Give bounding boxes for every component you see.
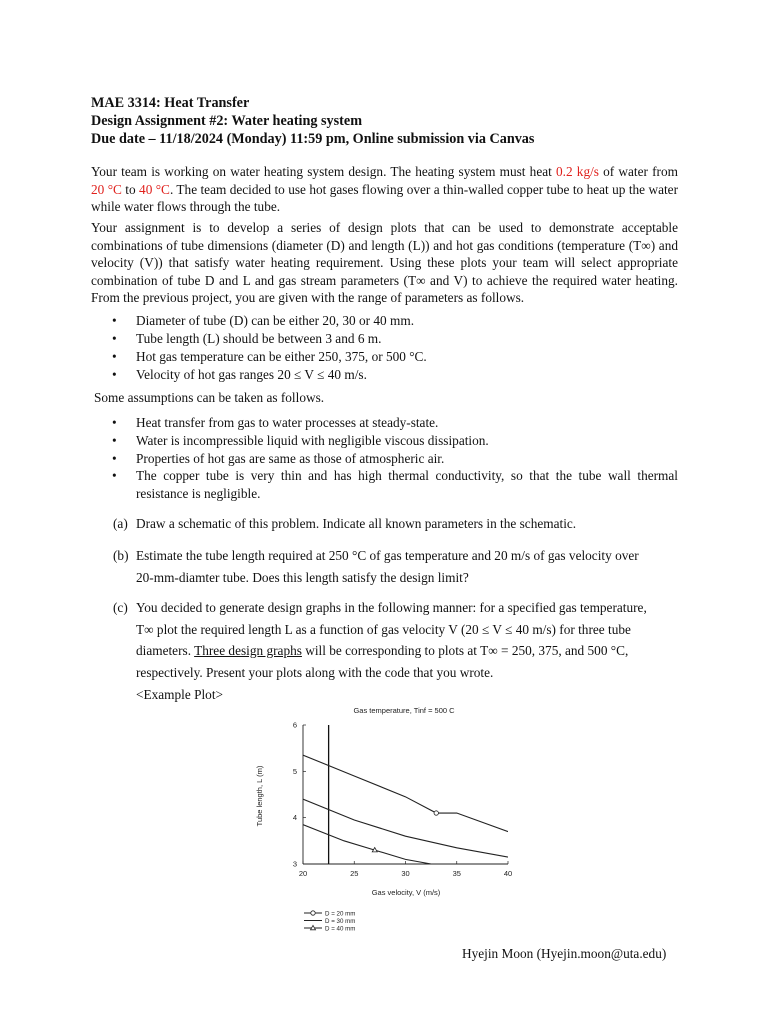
x-tick-label: 35	[452, 869, 461, 878]
due-date: Due date – 11/18/2024 (Monday) 11:59 pm, Online submission via Canvas	[91, 131, 535, 147]
series-group	[303, 755, 508, 831]
bullet-icon: •	[112, 367, 117, 382]
x-axis-label: Gas velocity, V (m/s)	[371, 888, 441, 897]
bullet-icon: •	[112, 349, 117, 364]
series-line	[303, 755, 508, 831]
bullet-icon: •	[112, 331, 117, 346]
x-tick-label: 25	[350, 869, 359, 878]
bullet-icon: •	[112, 415, 117, 430]
y-tick-label: 4	[292, 813, 297, 823]
example-design-plot	[240, 700, 540, 940]
document-page: MAE 3314: Heat Transfer Design Assignment #2: Water heating system Due date – 11/18/2024 (Monday) 11:59 pm, Online submission via Canvas Your team is working on water heating system design. The heating system must heat 0.2 kg/s of water from 20 °C to 40 °C. The team decided to use hot gases flowing over a thin-walled copper tube to heat up the water while water flows through the tube. Your assignment is to develop a series of design plots that can be used to demonstrate acceptable combinations of tube dimensions (diameter (D) and length (L)) and hot gas conditions (temperature (T∞) and velocity (V)) that satisfy water heating requirement. Using these plots your team will select appropriate combination of tube D and L and gas stream parameters (T∞ and V) to achieve the required water heating. From the previous project, you are given with the range of parameters as follows. • Diameter of tube (D) can be either 20, 30 or 40 mm. • Tube length (L) should be between 3 and 6 m. • Hot gas temperature can be either 250, 375, or 500 °C. • Velocity of hot gas ranges 20 ≤ V ≤ 40 m/s. Some assumptions can be taken as follows. • Heat transfer from gas to water processes at steady-state. • Water is incompressible liquid with negligible viscous dissipation. • Properties of hot gas are same as those of atmospheric air. • The copper tube is very thin and has high thermal conductivity, so that the tube wall thermal resistance is negligible. (a) Draw a schematic of this problem. Indicate all known parameters in the schematic. (b) Estimate the tube length required at 250 °C of gas temperature and 20 m/s of gas velocity over 20-mm-diamter tube. Does this length satisfy the design limit? (c) You decided to generate design graphs in the following manner: for a specified gas temperature, T∞ plot the required length L as a function of gas velocity V (20 ≤ V ≤ 40 m/s) for three tube diameters. Three design graphs will be corresponding to plots at T∞ = 250, 375, and 500 °C, respectively. Present your plots along with the code that you wrote. <Example Plot> Gas temperature, Tinf = 500 C 20 25 30 35 40 3 4 5 6 Gas velocity, V (m/s) Tube length, L (m) D = 20 mm D = 30 mm D = 40 mm Hyejin Moon (Hyejin.moon@uta.edu)	[0, 0, 768, 1024]
bullet-icon: •	[112, 451, 117, 466]
circle-marker	[434, 811, 438, 815]
legend-entry: D = 30 mm	[325, 917, 356, 925]
series-group	[303, 825, 431, 864]
assumptions-intro: Some assumptions can be taken as follows.	[94, 390, 325, 405]
y-tick-label: 3	[292, 859, 297, 869]
x-tick-label: 30	[401, 869, 410, 878]
assignment-paragraph: Your assignment is to develop a series of design plots that can be used to demonstrate acceptable combinations of tube dimensions (diameter (D) and length (L)) and hot gas conditions (temperature (T∞) and velocity (V)) that satisfy water heating requirement. Using these plots your team will select appropriate combination of tube D and L and gas stream parameters (T∞ and V) to achieve the required water heating. From the previous project, you are given with the range of parameters as follows.	[91, 220, 678, 306]
y-tick-label: 5	[292, 766, 297, 776]
legend-entry: D = 20 mm	[325, 910, 356, 918]
bullet-icon: •	[112, 468, 117, 483]
series-line	[303, 825, 431, 864]
outlet-temperature: 40 °C	[139, 181, 170, 197]
course-title: MAE 3314: Heat Transfer	[91, 95, 250, 111]
series-group	[303, 799, 508, 857]
assignment-title: Design Assignment #2: Water heating system	[91, 113, 363, 129]
circle-marker	[311, 911, 315, 915]
series-line	[303, 799, 508, 857]
intro-paragraph: Your team is working on water heating system design. The heating system must heat 0.2 kg/s of water from 20 °C to 40 °C. The team decided to use hot gases flowing over a thin-walled copper tube to heat up the water while water flows through the tube.	[91, 164, 679, 215]
bullet-icon: •	[112, 433, 117, 448]
chart-title: Gas temperature, Tinf = 500 C	[353, 706, 455, 715]
x-tick-label: 20	[298, 869, 308, 878]
legend-entry: D = 40 mm	[325, 925, 356, 933]
bullet-icon: •	[112, 313, 117, 328]
author-footer: Hyejin Moon (Hyejin.moon@uta.edu)	[462, 946, 667, 961]
flow-rate: 0.2 kg/s	[556, 164, 599, 179]
y-tick-label: 6	[292, 720, 297, 730]
example-plot-label: <Example Plot>	[136, 687, 224, 702]
x-tick-label: 40	[503, 869, 513, 878]
y-axis-label: Tube length, L (m)	[255, 765, 264, 827]
inlet-temperature: 20 °C	[91, 181, 122, 197]
